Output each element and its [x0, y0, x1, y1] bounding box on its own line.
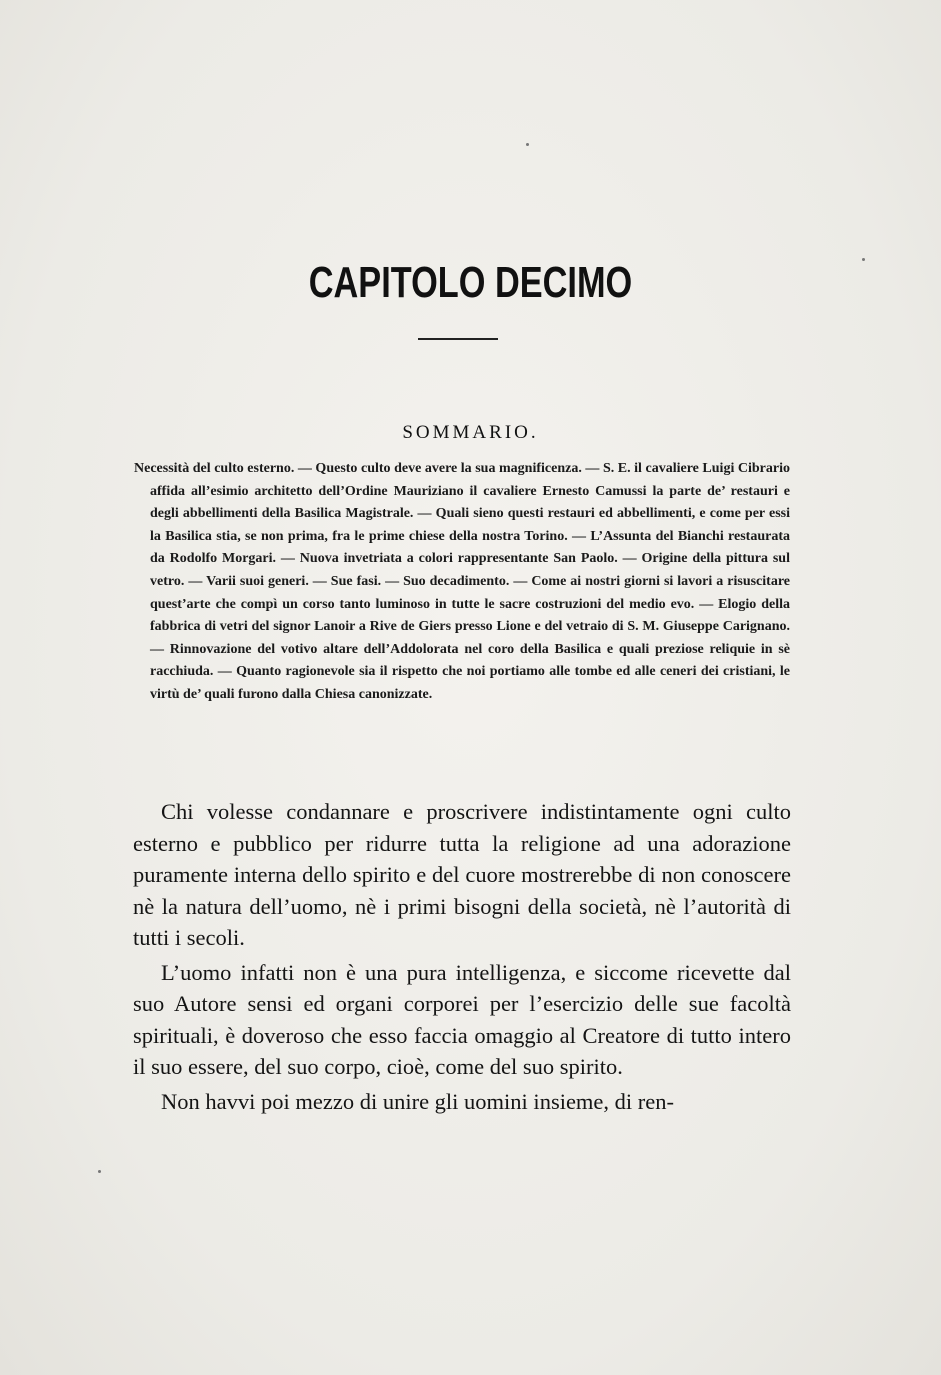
paragraph-2: L’uomo infatti non è una pura intelligenza, e siccome ricevette dal suo Autore sensi ed organi corporei per l’esercizio delle sue facoltà spirituali, è doveroso che esso faccia omaggio al Creatore di tutto intero il suo essere, del suo corpo, cioè, come del suo spirito. — [133, 959, 791, 1079]
chapter-title: CAPITOLO DECIMO — [308, 258, 633, 307]
paragraph-3: Non havvi poi mezzo di unire gli uomini insieme, di ren- — [161, 1088, 675, 1114]
summary-text — [134, 458, 790, 707]
paper-speck — [862, 258, 865, 261]
title-divider — [418, 338, 498, 340]
summary-body: Necessità del culto esterno. — Questo culto deve avere la sua magnificenza. — S. E. il cavaliere Luigi Cibrario affida all’esimio architetto dell’Ordine Mauriziano il cavaliere Ernesto Camussi la parte de’ restauri e degli abbellimenti della Basilica Magistrale. — Quali sieno questi restauri ed abbellimenti, e come per essi la Basilica stia, se non prima, fra le prime chiese della nostra Torino. — L’Assunta del Bianchi restaurata da Rodolfo Morgari. — Nuova invetriata a colori rappresentante San Paolo. — Origine della pittura sul vetro. — Varii suoi generi. — Sue fasi. — Suo decadimento. — Come ai nostri giorni si lavori a risuscitare quest’arte che compì un corso tanto luminoso in tutte le sacre costruzioni del medio evo. — Elogio della fabbrica di vetri del signor Lanoir a Rive de Giers presso Lione e del vetraio di S. M. Giuseppe Carignano. — Rinnovazione del votivo altare dell’Addolorata nel coro della Basilica e quali preziose reliquie in sè racchiuda. — Quanto ragionevole sia il rispetto che noi portiamo alle tombe ed alle ceneri dei cristiani, le virtù de’ quali furono dalla Chiesa canonizzate. — [134, 461, 790, 702]
paper-speck — [526, 143, 529, 146]
main-text — [133, 796, 791, 1120]
paper-speck — [98, 1170, 101, 1173]
paragraph-1: Chi volesse condannare e proscrivere indistintamente ogni culto esterno e pubblico per ridurre tutta la religione ad una adorazione puramente interna dello spirito e del cuore mostrerebbe di non conoscere nè la natura dell’uomo, nè i primi bisogni della società, nè l’autorità di tutti i secoli. — [133, 799, 791, 950]
summary-heading: SOMMARIO. — [402, 422, 539, 443]
